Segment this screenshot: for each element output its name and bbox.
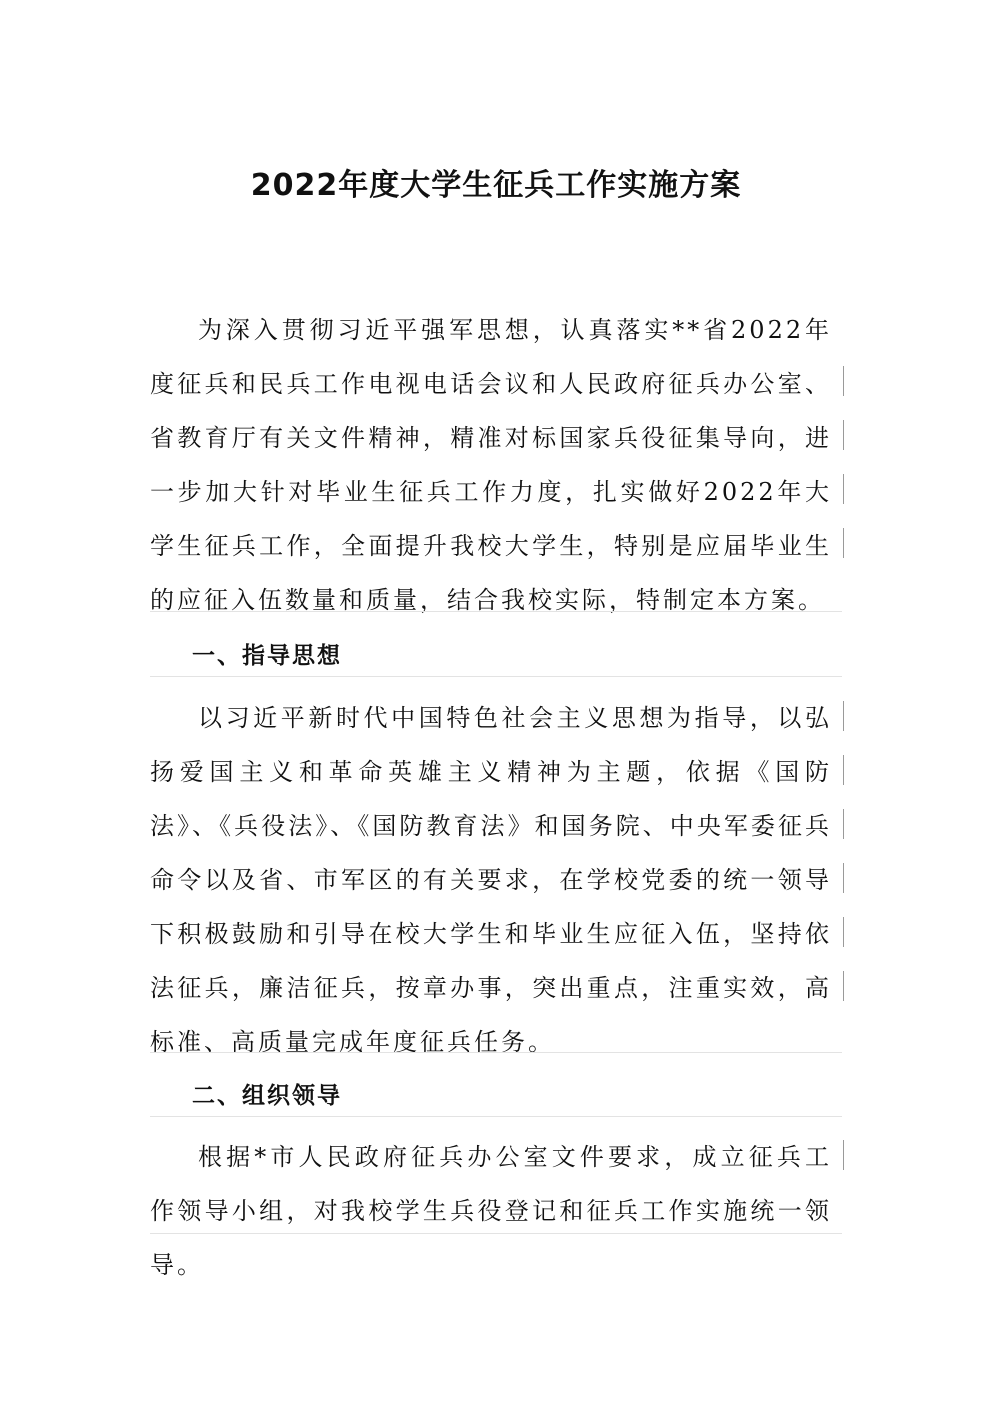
intro-block: [150, 303, 842, 627]
section-1-heading-block: [150, 624, 842, 688]
margin-mark: [843, 701, 844, 731]
margin-mark: [843, 917, 844, 947]
margin-mark: [843, 1140, 844, 1170]
margin-mark: [843, 420, 844, 450]
section-1-paragraph: 以习近平新时代中国特色社会主义思想为指导，以弘扬爱国主义和革命英雄主义精神为主题，依据《国防法》、《兵役法》、《国防教育法》和国务院、中央军委征兵命令以及省、市军区的有关要求，在学校党委的统一领导下积极鼓励和引导在校大学生和毕业生应征入伍，坚持依法征兵，廉洁征兵，按章办事，突出重点，注重实效，高标准、高质量完成年度征兵任务。: [150, 704, 832, 1056]
divider-line: [150, 1052, 842, 1053]
divider-line: [150, 1116, 842, 1117]
margin-mark: [843, 528, 844, 558]
divider-line: [150, 676, 842, 677]
section-2-paragraph: 根据*市人民政府征兵办公室文件要求，成立征兵工作领导小组，对我校学生兵役登记和征兵工作实施统一领导。: [150, 1143, 832, 1279]
margin-mark: [843, 755, 844, 785]
margin-mark: [843, 971, 844, 1001]
section-1-body-block: [150, 691, 842, 1069]
section-2-body-block: [150, 1130, 842, 1292]
document-title: 2022年度大学生征兵工作实施方案: [250, 168, 742, 203]
section-1-heading: 一、指导思想: [192, 643, 342, 669]
section-2-heading: 二、组织领导: [192, 1083, 342, 1109]
divider-line: [150, 611, 842, 612]
intro-paragraph: 为深入贯彻习近平强军思想，认真落实**省2022年度征兵和民兵工作电视电话会议和人民政府征兵办公室、省教育厅有关文件精神，精准对标国家兵役征集导向，进一步加大针对毕业生征兵工作力度，扎实做好2022年大学生征兵工作，全面提升我校大学生，特别是应届毕业生的应征入伍数量和质量，结合我校实际，特制定本方案。: [150, 316, 832, 614]
margin-mark: [843, 809, 844, 839]
margin-mark: [843, 863, 844, 893]
margin-mark: [843, 366, 844, 396]
section-2-heading-block: [150, 1064, 842, 1128]
margin-mark: [843, 474, 844, 504]
divider-line: [150, 1233, 842, 1234]
